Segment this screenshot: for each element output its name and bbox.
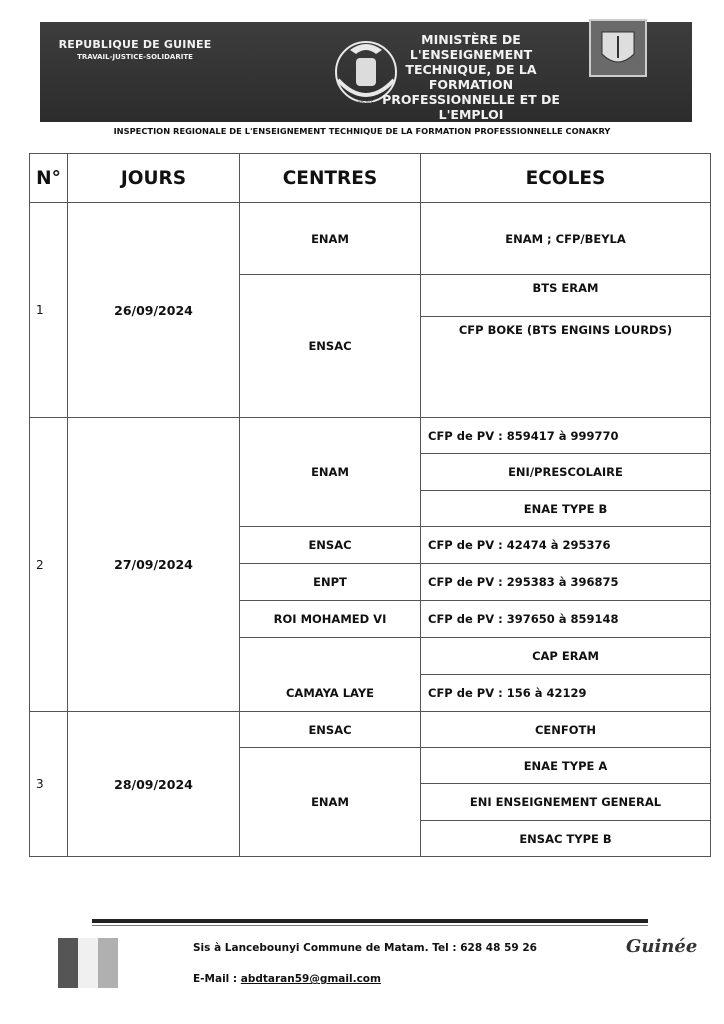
ministry-title [365,32,577,122]
republic-title: REPUBLIQUE DE GUINEE [58,38,212,51]
table-row [30,418,711,454]
emblem-text: JUSTICE [358,100,374,105]
row-day: 26/09/2024 [68,203,240,418]
ministry-seal-icon [588,18,648,82]
flag-stripe [58,938,78,988]
row-number: 3 [30,712,68,857]
ecole-cell: CENFOTH [421,712,711,748]
ecole-cell: CFP de PV : 295383 à 396875 [421,564,711,601]
email-link[interactable]: abdtaran59@gmail.com [240,973,381,985]
ecole-cell: ENAE TYPE A [421,748,711,784]
ecole-cell: ENI ENSEIGNEMENT GENERAL [421,784,711,821]
footer-address: Sis à Lancebounyi Commune de Matam. Tel : 628 48 59 26 [193,942,537,954]
centre-cell: ROI MOHAMED VI [240,601,421,638]
ecole-cell: BTS ERAM [421,275,711,317]
footer-email-line [193,973,381,985]
ecole-cell: CAP ERAM [421,638,711,675]
guinee-signature: Guinée [626,936,698,957]
centre-cell: ENAM [240,418,421,527]
inspection-title: INSPECTION REGIONALE DE L'ENSEIGNEMENT TECHNIQUE DE LA FORMATION PROFESSIONNELLE CONAKRY [113,126,611,136]
centre-cell: ENAM [240,748,421,857]
row-number: 2 [30,418,68,712]
footer-divider [92,919,648,923]
ecole-cell: CFP de PV : 156 à 42129 [421,675,711,712]
row-day: 28/09/2024 [68,712,240,857]
ecole-cell: CFP de PV : 397650 à 859148 [421,601,711,638]
header-ecoles: ECOLES [421,154,711,203]
ecole-cell: CFP BOKE (BTS ENGINS LOURDS) [421,317,711,418]
ecole-cell: ENAM ; CFP/BEYLA [421,203,711,275]
centre-cell: ENSAC [240,527,421,564]
centre-cell: ENAM [240,203,421,275]
footer-divider-thin [92,925,648,926]
flag-stripe [98,938,118,988]
ecole-cell: CFP de PV : 42474 à 295376 [421,527,711,564]
ministry-line: TECHNIQUE, DE LA FORMATION [405,62,537,92]
republic-motto: TRAVAIL-JUSTICE-SOLIDARITE [77,53,193,61]
email-label: E-Mail : [193,973,241,985]
ecole-cell: ENSAC TYPE B [421,821,711,857]
ministry-line: MINISTÈRE DE L'ENSEIGNEMENT [409,32,533,62]
table-row [30,712,711,748]
header-centres: CENTRES [240,154,421,203]
ecole-cell: ENI/PRESCOLAIRE [421,454,711,491]
row-day: 27/09/2024 [68,418,240,712]
row-number: 1 [30,203,68,418]
centre-cell: ENSAC [240,712,421,748]
republic-block [55,38,215,61]
header-jours: JOURS [68,154,240,203]
schedule-table [29,153,711,857]
header-num: N° [30,154,68,203]
table-header-row [30,154,711,203]
ministry-line: PROFESSIONNELLE ET DE L'EMPLOI [382,92,560,122]
centre-cell: ENSAC [240,275,421,418]
ecole-cell: CFP de PV : 859417 à 999770 [421,418,711,454]
flag-stripe [78,938,98,988]
centre-cell: CAMAYA LAYE [240,638,421,712]
flag-icon [58,938,118,988]
centre-cell: ENPT [240,564,421,601]
ecole-cell: ENAE TYPE B [421,491,711,527]
table-row [30,203,711,275]
